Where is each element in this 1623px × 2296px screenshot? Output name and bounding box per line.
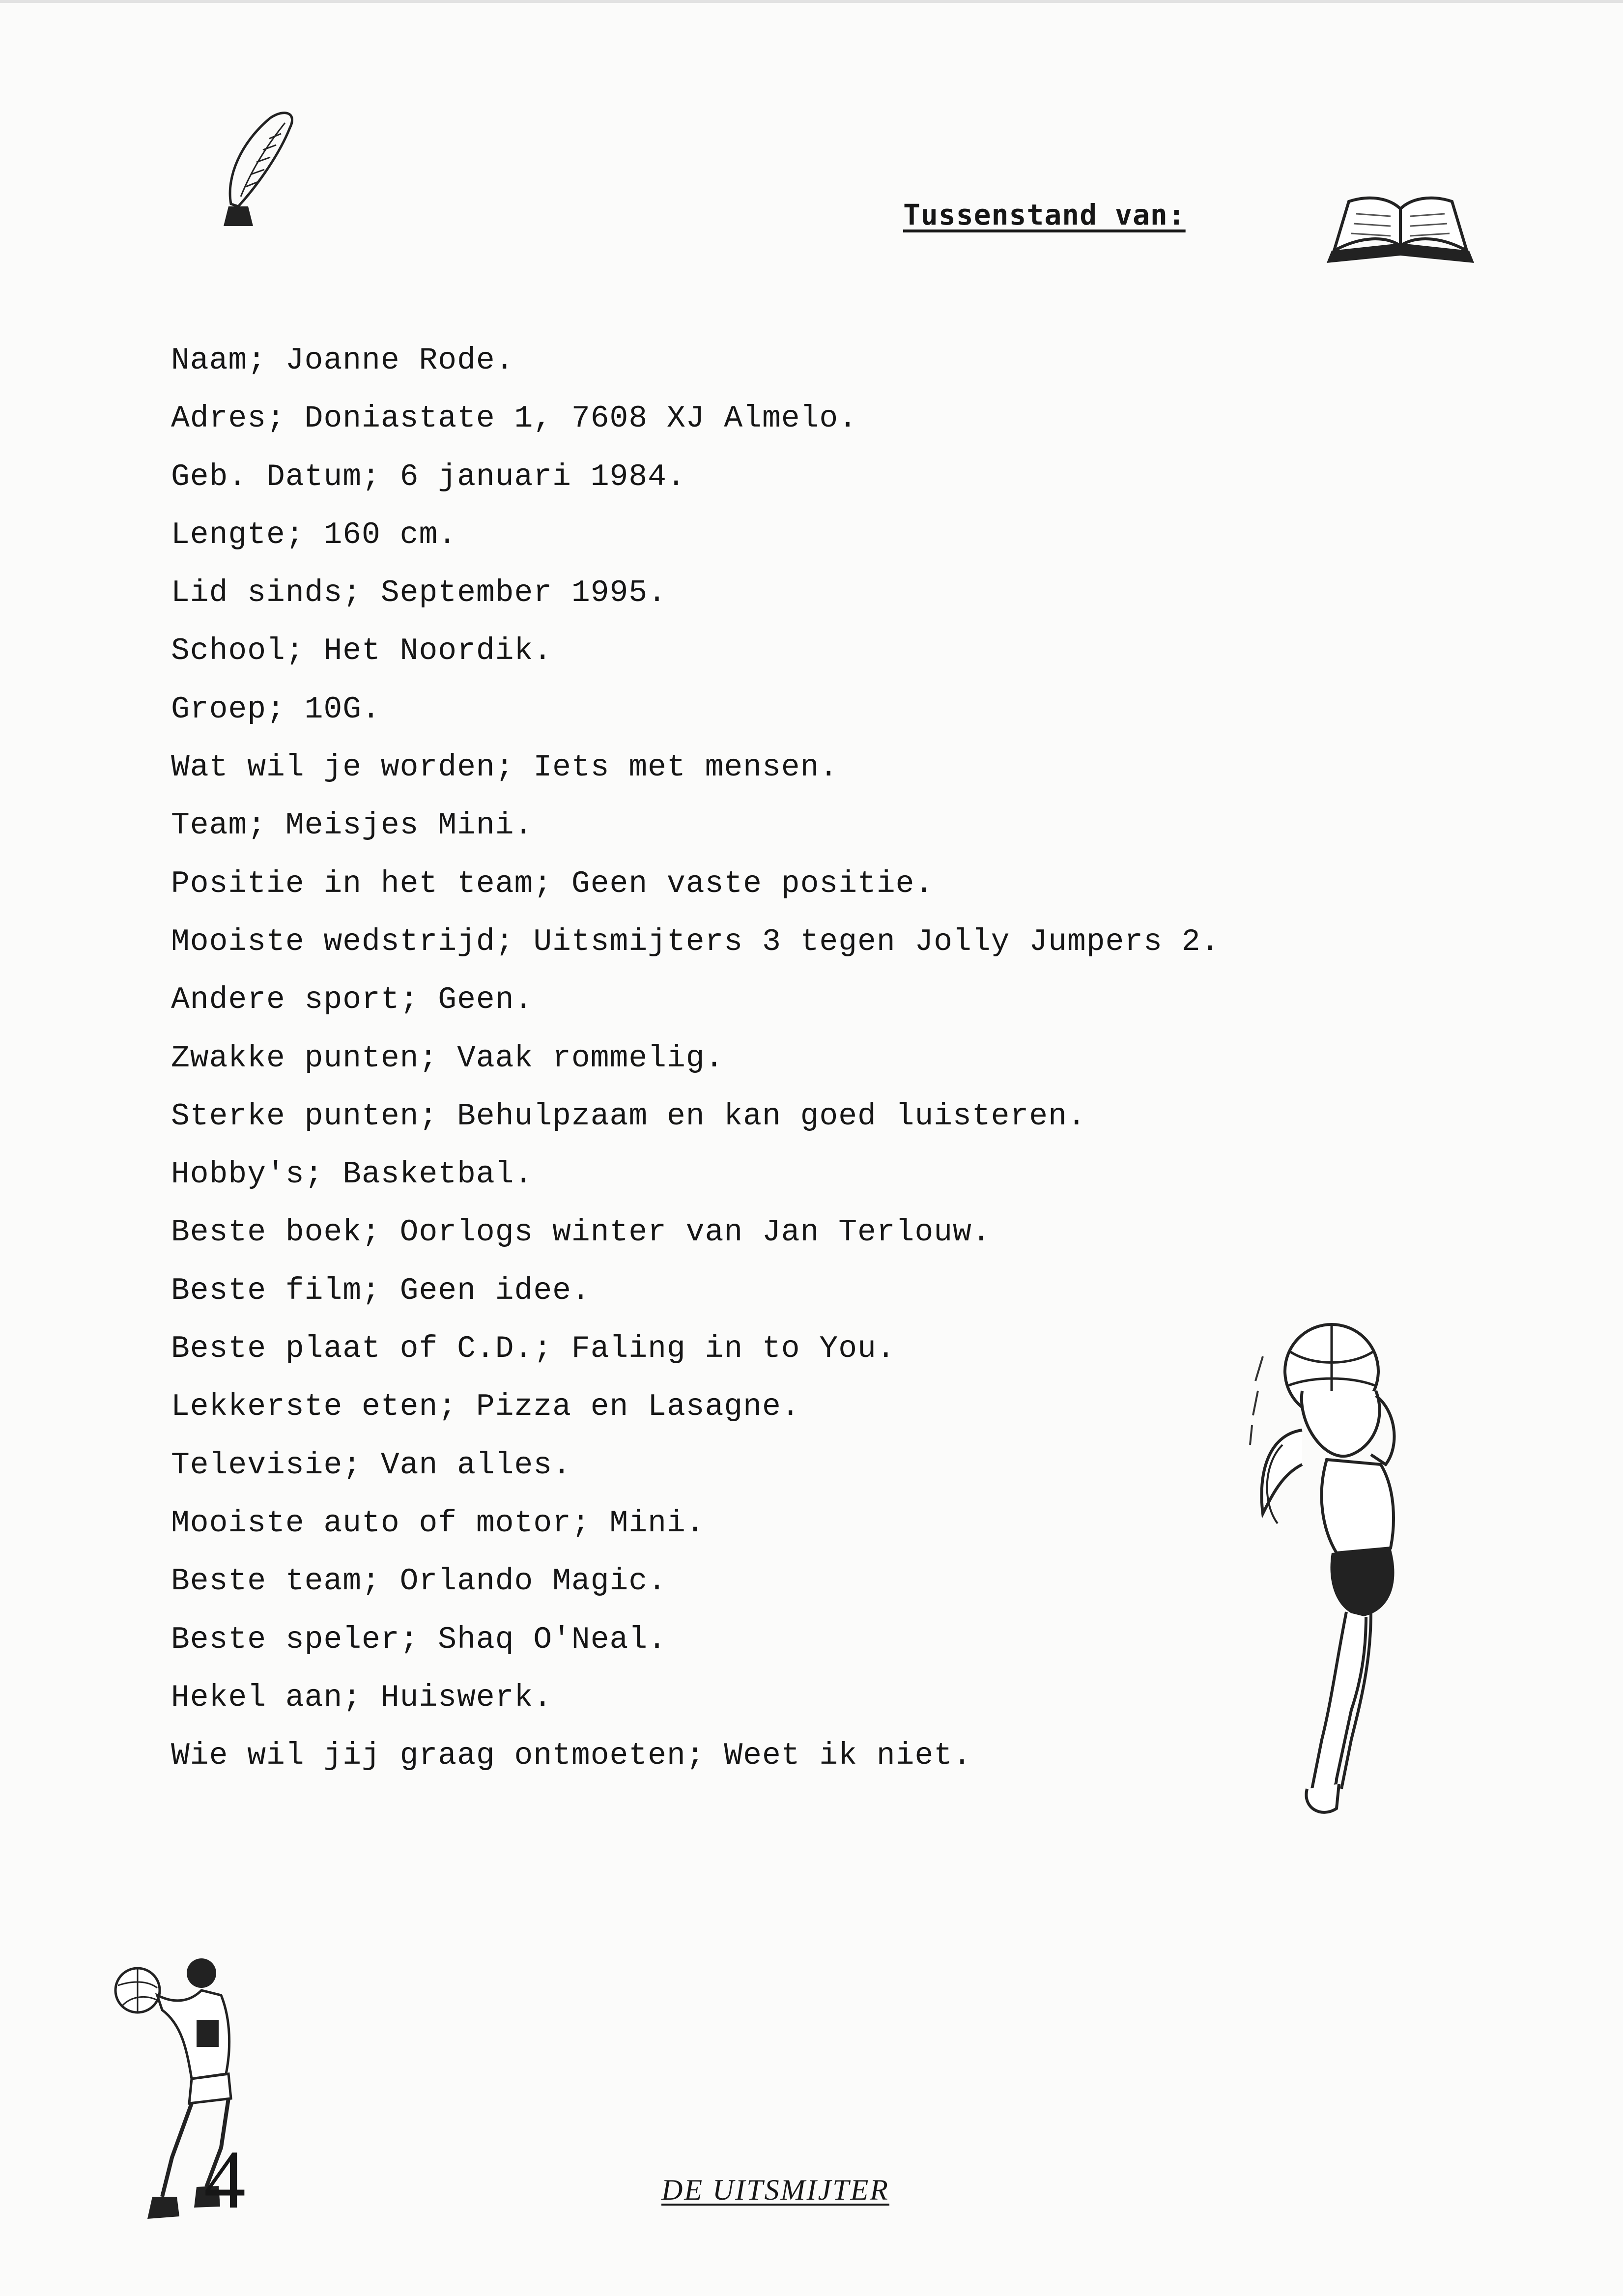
profile-line-hobbys: Hobby's; Basketbal. <box>171 1157 534 1192</box>
profile-line-positie: Positie in het team; Geen vaste positie. <box>171 866 934 901</box>
profile-line-adres: Adres; Doniastate 1, 7608 XJ Almelo. <box>171 401 858 436</box>
profile-line-naam: Naam; Joanne Rode. <box>171 343 514 378</box>
profile-line-wie-ontmoeten: Wie wil jij graag ontmoeten; Weet ik niet. <box>171 1738 972 1774</box>
profile-line-andere-sport: Andere sport; Geen. <box>171 982 534 1018</box>
bunny-basketball-illustration <box>1228 1317 1435 1833</box>
profile-line-lid-sinds: Lid sinds; September 1995. <box>171 575 667 611</box>
profile-line-zwakke-punten: Zwakke punten; Vaak rommelig. <box>171 1040 724 1076</box>
profile-line-beste-team: Beste team; Orlando Magic. <box>171 1564 667 1599</box>
profile-line-lengte: Lengte; 160 cm. <box>171 517 457 552</box>
profile-line-geb-datum: Geb. Datum; 6 januari 1984. <box>171 459 686 494</box>
profile-line-sterke-punten: Sterke punten; Behulpzaam en kan goed luisteren. <box>171 1098 1086 1134</box>
profile-line-lekkerste-eten: Lekkerste eten; Pizza en Lasagne. <box>171 1389 800 1425</box>
open-book-icon <box>1322 189 1479 268</box>
profile-line-groep: Groep; 10G. <box>171 691 381 727</box>
profile-line-mooiste-wedstrijd: Mooiste wedstrijd; Uitsmijters 3 tegen Jolly Jumpers 2. <box>171 924 1220 959</box>
profile-line-team: Team; Meisjes Mini. <box>171 808 534 843</box>
profile-list <box>171 341 1301 1794</box>
profile-line-school: School; Het Noordik. <box>171 633 553 669</box>
page-heading: Tussenstand van: <box>903 198 1186 231</box>
footer-title: DE UITSMIJTER <box>661 2174 889 2206</box>
profile-line-hekel-aan: Hekel aan; Huiswerk. <box>171 1680 553 1715</box>
profile-line-beste-film: Beste film; Geen idee. <box>171 1273 591 1308</box>
profile-line-beste-boek: Beste boek; Oorlogs winter van Jan Terlouw. <box>171 1215 991 1250</box>
page-number: 4 <box>204 2133 246 2226</box>
profile-line-televisie: Televisie; Van alles. <box>171 1447 571 1483</box>
quill-icon <box>211 108 300 231</box>
profile-line-beste-plaat: Beste plaat of C.D.; Faling in to You. <box>171 1331 896 1367</box>
profile-line-wat-wil-je-worden: Wat wil je worden; Iets met mensen. <box>171 750 839 785</box>
profile-line-mooiste-auto: Mooiste auto of motor; Mini. <box>171 1505 705 1541</box>
page-top-edge <box>0 0 1623 3</box>
profile-line-beste-speler: Beste speler; Shaq O'Neal. <box>171 1622 667 1657</box>
